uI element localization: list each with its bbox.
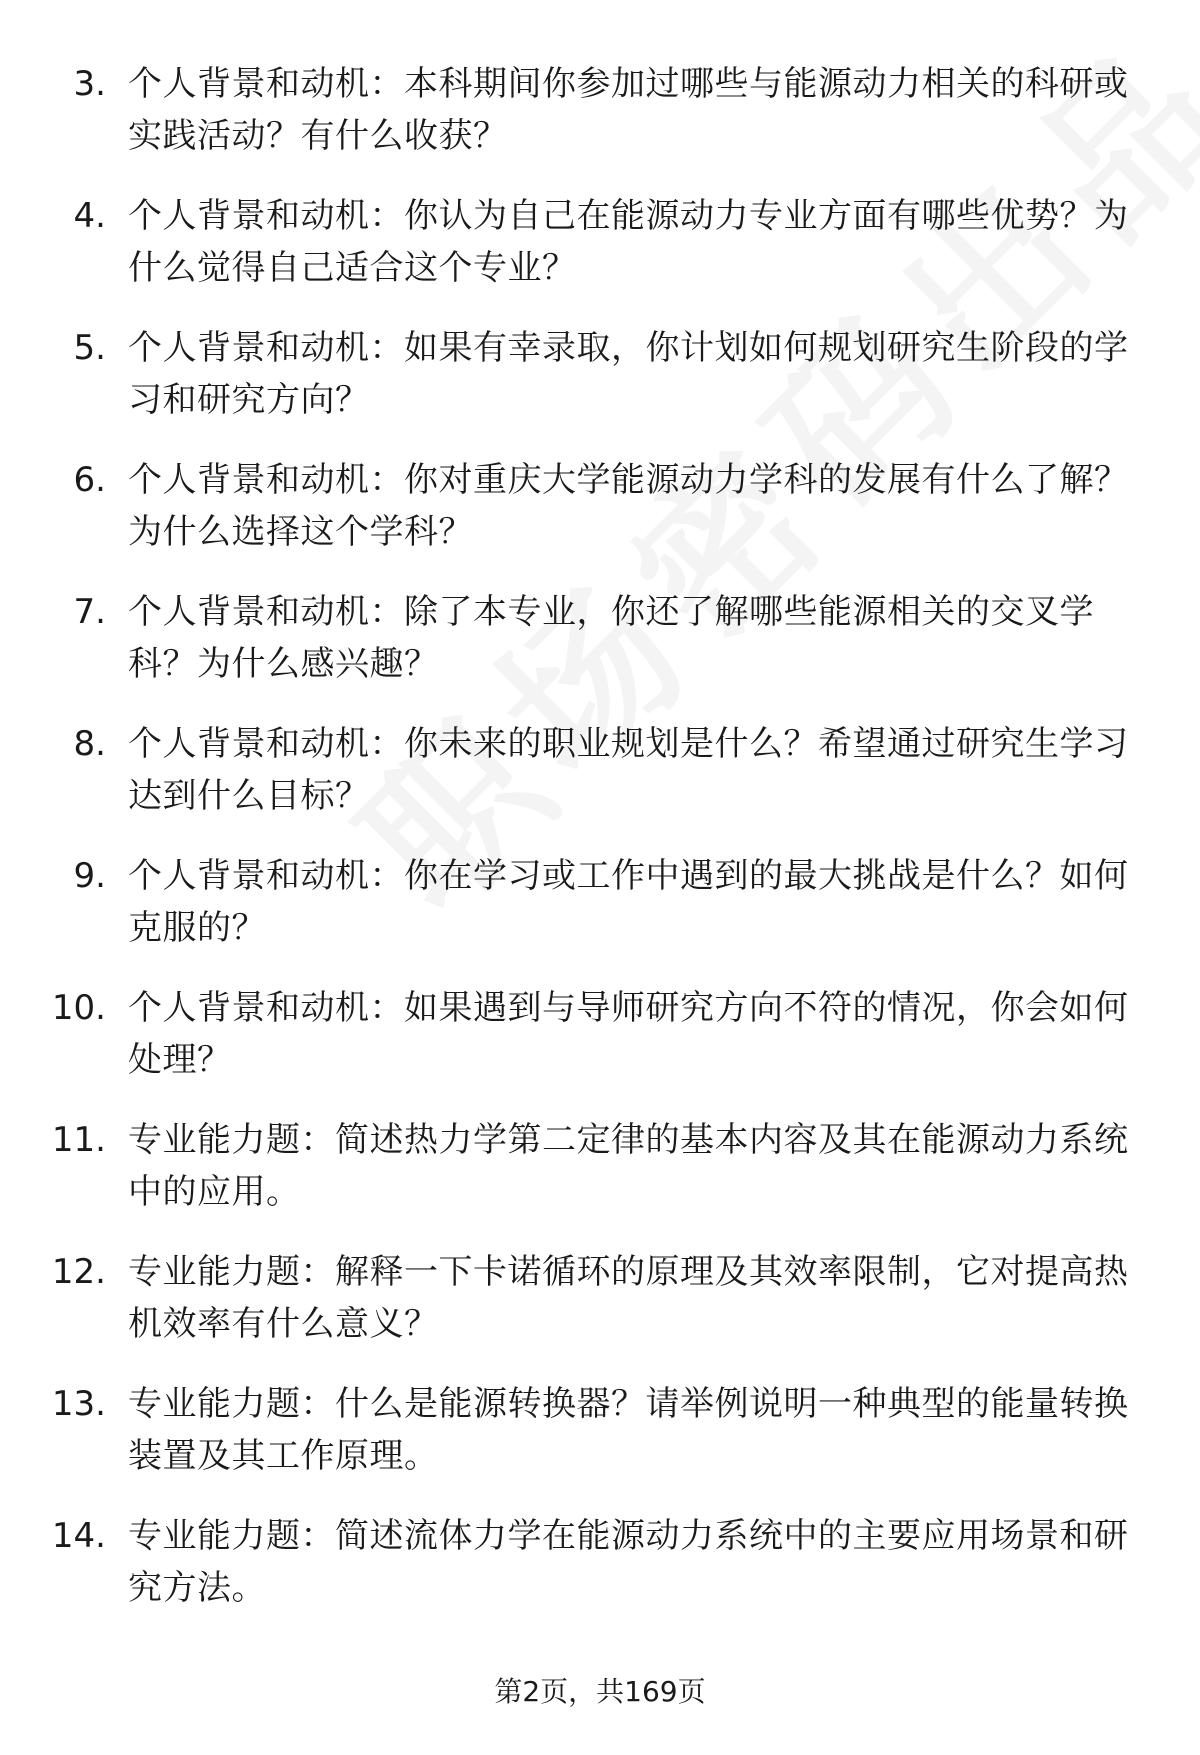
question-number: 4. xyxy=(73,196,106,236)
question-number: 14. xyxy=(51,1516,106,1556)
question-number: 8. xyxy=(73,724,106,764)
question-text: 个人背景和动机：你认为自己在能源动力专业方面有哪些优势？为什么觉得自己适合这个专业？ xyxy=(128,196,1129,288)
question-item xyxy=(0,190,1200,322)
question-item xyxy=(0,322,1200,454)
question-item xyxy=(0,1246,1200,1378)
question-number: 6. xyxy=(73,460,106,500)
question-text: 个人背景和动机：你在学习或工作中遇到的最大挑战是什么？如何克服的？ xyxy=(128,856,1129,948)
page-footer: 第2页，共169页 xyxy=(494,1675,706,1708)
question-item xyxy=(0,1378,1200,1510)
question-number: 3. xyxy=(73,64,106,104)
question-text: 个人背景和动机：你未来的职业规划是什么？希望通过研究生学习达到什么目标？ xyxy=(128,724,1129,816)
question-item xyxy=(0,1510,1200,1642)
question-item xyxy=(0,454,1200,586)
question-number: 7. xyxy=(73,592,106,632)
question-number: 12. xyxy=(51,1252,106,1292)
question-text: 个人背景和动机：本科期间你参加过哪些与能源动力相关的科研或实践活动？有什么收获？ xyxy=(128,64,1129,156)
question-number: 10. xyxy=(51,988,106,1028)
question-text: 专业能力题：解释一下卡诺循环的原理及其效率限制，它对提高热机效率有什么意义？ xyxy=(128,1252,1129,1344)
question-item xyxy=(0,58,1200,190)
question-text: 个人背景和动机：如果有幸录取，你计划如何规划研究生阶段的学习和研究方向？ xyxy=(128,328,1129,420)
question-text: 个人背景和动机：如果遇到与导师研究方向不符的情况，你会如何处理？ xyxy=(128,988,1129,1080)
question-number: 11. xyxy=(51,1120,106,1160)
question-item xyxy=(0,850,1200,982)
question-text: 专业能力题：简述热力学第二定律的基本内容及其在能源动力系统中的应用。 xyxy=(128,1120,1129,1212)
question-text: 专业能力题：简述流体力学在能源动力系统中的主要应用场景和研究方法。 xyxy=(128,1516,1129,1608)
question-item xyxy=(0,586,1200,718)
question-text: 个人背景和动机：除了本专业，你还了解哪些能源相关的交叉学科？为什么感兴趣？ xyxy=(128,592,1094,684)
question-text: 个人背景和动机：你对重庆大学能源动力学科的发展有什么了解？为什么选择这个学科？ xyxy=(128,460,1129,552)
question-text: 专业能力题：什么是能源转换器？请举例说明一种典型的能量转换装置及其工作原理。 xyxy=(128,1384,1129,1476)
question-item xyxy=(0,718,1200,850)
question-number: 5. xyxy=(73,328,106,368)
question-number: 13. xyxy=(51,1384,106,1424)
question-item xyxy=(0,982,1200,1114)
question-item xyxy=(0,1114,1200,1246)
question-list xyxy=(0,58,1200,1642)
question-number: 9. xyxy=(73,856,106,896)
